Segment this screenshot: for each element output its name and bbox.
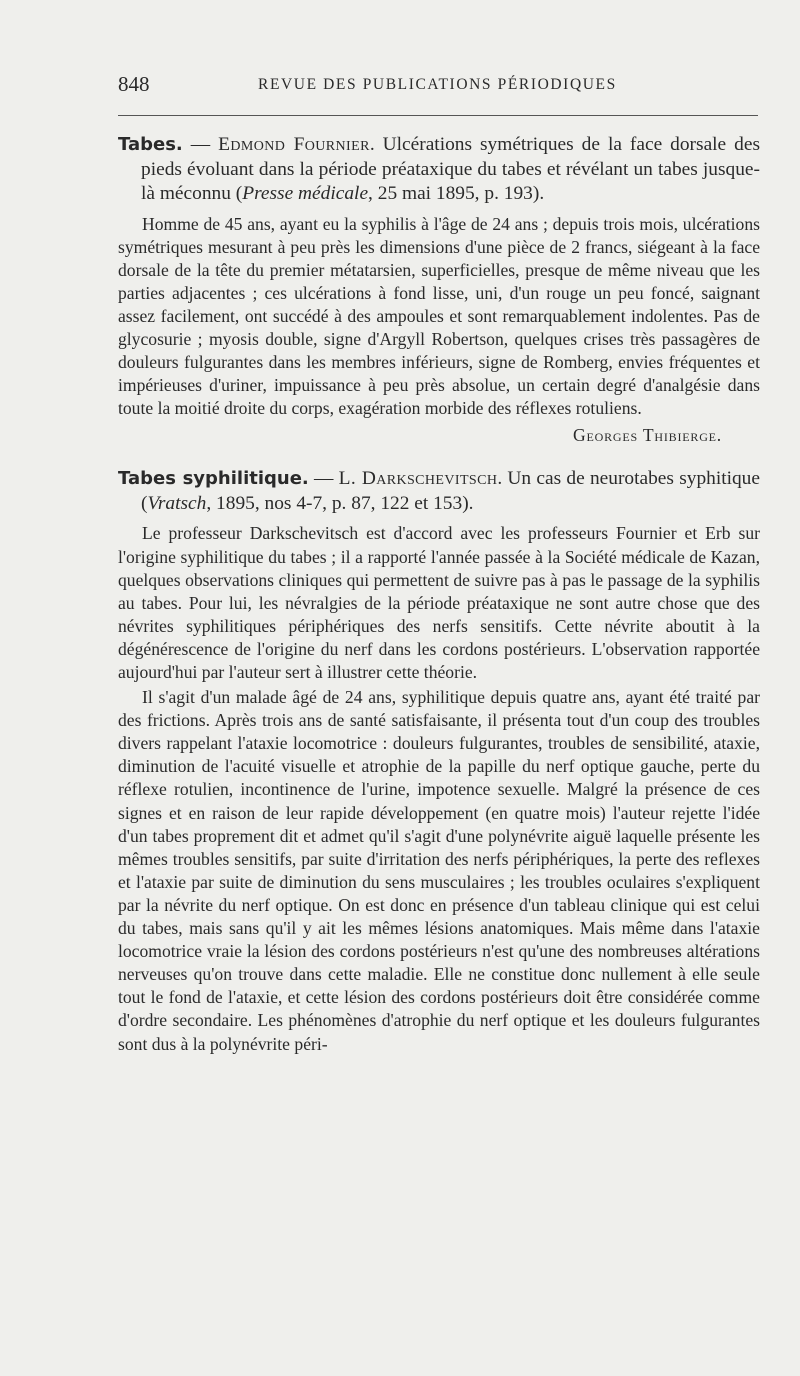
article-2-title: Tabes syphilitique. (118, 468, 309, 490)
article-1-heading (118, 133, 760, 207)
article-2-paragraph-1: Le professeur Darkschevitsch est d'accord avec les professeurs Fournier et Erb sur l'origine syphilitique du tabes ; il a rapporté l'année passée à la Société médicale de Kazan, quelques observations cliniques qui permettent de suivre pas à pas le passage de la syphilis au tabes. Pour lui, les névralgies de la période préataxique ne sont autre chose que des névrites syphilitiques périphériques des nerfs sensitifs. Cette névrite aboutit à la dégénérescence de l'origine du nerf dans les cordons postérieurs. L'observation rapportée aujourd'hui par l'auteur sert à illustrer cette théorie. (118, 523, 760, 682)
body-text (118, 133, 760, 1056)
article-2-journal: Vratsch (147, 492, 207, 514)
page-number: 848 (118, 72, 150, 96)
page-header (118, 72, 758, 102)
running-title: REVUE DES PUBLICATIONS PÉRIODIQUES (258, 76, 617, 93)
article-2-paragraph-2: Il s'agit d'un malade âgé de 24 ans, syphilitique depuis quatre ans, ayant été traité par des frictions. Après trois ans de santé satisfaisante, il présenta tout d'un coup des troubles divers rappelant l'ataxie locomotrice : douleurs fulgurantes, troubles de sensibilité, ataxie, diminution de l'acuité visuelle et atrophie de la papille du nerf optique gauche, perte du réflexe rotulien, incontinence de l'urine, impotence sexuelle. Malgré la présence de ces signes et en raison de leur rapide développement (en quatre mois) l'auteur rejette l'idée d'un tabes proprement dit et admet qu'il s'agit d'une polynévrite aiguë laquelle présente les mêmes troubles sensitifs, par suite d'irritation des nerfs périphériques, la perte des reflexes et l'ataxie par suite de diminution du sens musculaires ; les troubles oculaires s'expliquent par la névrite du nerf optique. On est donc en présence d'un tableau clinique qui est celui du tabes, mais sans qu'il y ait les mêmes lésions anatomiques. Mais même dans l'ataxie locomotrice vraie la lésion des cordons postérieurs n'est qu'une des nombreuses altérations nerveuses qu'on trouve dans cette maladie. Elle ne constitue donc nullement à elle seule tout le fond de l'ataxie, et cette lésion des cordons postérieurs doit être considérée comme d'ordre secondaire. Les phénomènes d'atrophie du nerf optique et les douleurs fulgurantes sont dus à la polynévrite péri- (118, 687, 760, 1054)
article-2-heading-text: . Un cas de neurotabes syphitique ( (141, 468, 760, 514)
article-2-heading (118, 467, 760, 516)
article-1-journal: Presse médicale (242, 183, 369, 204)
article-2-author: L. Darkschevitsch (338, 468, 498, 490)
article-1-citation: , 25 mai 1895, p. 193). (368, 183, 545, 204)
article-1-signature: Georges Thibierge. (573, 425, 722, 446)
article-1-paragraph: Homme de 45 ans, ayant eu la syphilis à l'âge de 24 ans ; depuis trois mois, ulcérations symétriques mesurant à peu près les dimensions d'une pièce de 2 francs, siégeant à la face dorsale de la tête du premier métatarsien, superficielles, presque de même niveau que les parties adjacentes ; ces ulcérations à fond lisse, uni, d'un rouge un peu foncé, saignant assez facilement, ont succédé à des ampoules et sont remarquablement indolentes. Pas de glycosurie ; myosis double, signe d'Argyll Robertson, quelques crises très passagères de douleurs fulgurantes dans les membres inférieurs, signe de Romberg, envies fréquentes et impérieuses d'uriner, impuissance à peu près absolue, un certain degré d'analgésie dans toute la moitié droite du corps, exagération morbide des réflexes rotuliens. (118, 213, 760, 419)
article-2-dash: — (308, 468, 339, 490)
article-1-heading-text: . Ulcérations symétriques de la face dorsale des pieds évoluant dans la période préataxique du tabes et révélant un tabes jusque-là méconnu ( (141, 134, 760, 204)
article-2-citation: , 1895, nos 4-7, p. 87, 122 et 153). (206, 492, 474, 514)
article-1-author: Edmond Fournier (218, 134, 370, 155)
article-1-title: Tabes. (118, 134, 183, 155)
article-1-dash: — (182, 134, 219, 155)
header-rule (118, 115, 758, 116)
